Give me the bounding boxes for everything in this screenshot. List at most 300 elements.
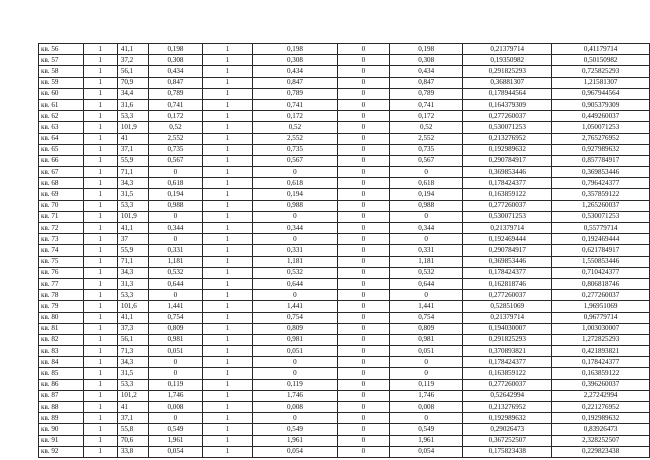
cell-col-9: 0,52851069: [463, 301, 552, 312]
cell-apartment: кв. 70: [39, 200, 84, 211]
table-row: [39, 334, 650, 345]
cell-col-8: 0: [390, 413, 463, 424]
cell-apartment: кв. 73: [39, 234, 84, 245]
cell-col-8: 0,008: [390, 402, 463, 413]
cell-col-5: 1: [202, 66, 253, 77]
cell-col-6: 0,054: [253, 446, 337, 457]
cell-col-7: 0: [337, 379, 389, 390]
table-row: [39, 189, 650, 200]
cell-col-7: 0: [337, 413, 389, 424]
cell-col-5: 1: [202, 424, 253, 435]
cell-area: 71,1: [117, 256, 149, 267]
cell-col-6: 1,961: [253, 435, 337, 446]
cell-col-2: 1: [83, 357, 117, 368]
table-row: [39, 178, 650, 189]
cell-col-6: 1,181: [253, 256, 337, 267]
table-row: [39, 312, 650, 323]
cell-total: 0,41179714: [552, 44, 650, 55]
cell-col-4: 0,754: [149, 312, 202, 323]
cell-col-4: 0,198: [149, 44, 202, 55]
cell-apartment: кв. 72: [39, 223, 84, 234]
cell-col-2: 1: [83, 435, 117, 446]
cell-col-8: 0,735: [390, 144, 463, 155]
cell-col-5: 1: [202, 323, 253, 334]
cell-col-5: 1: [202, 99, 253, 110]
cell-col-6: 0: [253, 211, 337, 222]
cell-total: 1,265260037: [552, 200, 650, 211]
cell-col-6: 0,847: [253, 77, 337, 88]
cell-col-9: 0,530071253: [463, 122, 552, 133]
cell-col-9: 0,192469444: [463, 234, 552, 245]
cell-col-2: 1: [83, 301, 117, 312]
cell-col-9: 0,178424377: [463, 178, 552, 189]
cell-apartment: кв. 63: [39, 122, 84, 133]
cell-area: 37,1: [117, 413, 149, 424]
table-row: [39, 435, 650, 446]
cell-col-6: 0: [253, 368, 337, 379]
table-row: [39, 267, 650, 278]
cell-col-9: 0,163859122: [463, 189, 552, 200]
cell-col-8: 0,981: [390, 334, 463, 345]
cell-col-7: 0: [337, 77, 389, 88]
cell-col-5: 1: [202, 189, 253, 200]
cell-col-9: 0,192989632: [463, 144, 552, 155]
cell-col-8: 0,054: [390, 446, 463, 457]
cell-area: 34,3: [117, 357, 149, 368]
cell-apartment: кв. 85: [39, 368, 84, 379]
cell-col-2: 1: [83, 368, 117, 379]
cell-col-4: 0,809: [149, 323, 202, 334]
table-row: [39, 200, 650, 211]
cell-col-8: 0,434: [390, 66, 463, 77]
cell-col-8: 0,809: [390, 323, 463, 334]
cell-col-7: 0: [337, 111, 389, 122]
cell-apartment: кв. 86: [39, 379, 84, 390]
cell-area: 41,1: [117, 44, 149, 55]
cell-area: 31,5: [117, 189, 149, 200]
cell-col-8: 0,194: [390, 189, 463, 200]
cell-col-9: 0,277260037: [463, 111, 552, 122]
cell-col-7: 0: [337, 368, 389, 379]
cell-area: 56,1: [117, 66, 149, 77]
cell-col-4: 0,988: [149, 200, 202, 211]
cell-col-8: 0,754: [390, 312, 463, 323]
table-row: [39, 155, 650, 166]
cell-col-4: 0,741: [149, 99, 202, 110]
cell-total: 0,530071253: [552, 211, 650, 222]
table-row: [39, 211, 650, 222]
cell-col-9: 0,29026473: [463, 424, 552, 435]
cell-col-9: 0,370893821: [463, 346, 552, 357]
cell-col-5: 1: [202, 245, 253, 256]
cell-col-9: 0,163859122: [463, 368, 552, 379]
cell-area: 33,8: [117, 446, 149, 457]
cell-col-2: 1: [83, 446, 117, 457]
table-row: [39, 111, 650, 122]
table-row: [39, 424, 650, 435]
cell-col-6: 0,754: [253, 312, 337, 323]
cell-area: 31,5: [117, 368, 149, 379]
cell-col-5: 1: [202, 211, 253, 222]
cell-col-7: 0: [337, 435, 389, 446]
cell-area: 101,2: [117, 390, 149, 401]
cell-col-2: 1: [83, 346, 117, 357]
cell-total: 0,96779714: [552, 312, 650, 323]
cell-apartment: кв. 71: [39, 211, 84, 222]
cell-total: 0,905379309: [552, 99, 650, 110]
cell-col-6: 0,051: [253, 346, 337, 357]
cell-col-2: 1: [83, 223, 117, 234]
cell-col-9: 0,192989632: [463, 413, 552, 424]
cell-apartment: кв. 80: [39, 312, 84, 323]
cell-total: 0,967944564: [552, 88, 650, 99]
cell-col-5: 1: [202, 390, 253, 401]
cell-col-4: 0,008: [149, 402, 202, 413]
cell-apartment: кв. 68: [39, 178, 84, 189]
cell-col-7: 0: [337, 55, 389, 66]
cell-col-6: 0,198: [253, 44, 337, 55]
cell-col-8: 0,308: [390, 55, 463, 66]
cell-col-2: 1: [83, 133, 117, 144]
cell-col-6: 0,172: [253, 111, 337, 122]
cell-col-5: 1: [202, 223, 253, 234]
cell-col-4: 0,847: [149, 77, 202, 88]
cell-col-9: 0,52642994: [463, 390, 552, 401]
cell-col-2: 1: [83, 178, 117, 189]
cell-area: 55,8: [117, 424, 149, 435]
cell-col-5: 1: [202, 111, 253, 122]
cell-col-7: 0: [337, 357, 389, 368]
cell-total: 2,27242994: [552, 390, 650, 401]
cell-area: 55,9: [117, 245, 149, 256]
cell-area: 41: [117, 133, 149, 144]
table-row: [39, 234, 650, 245]
cell-col-9: 0,369853446: [463, 167, 552, 178]
cell-area: 101,9: [117, 122, 149, 133]
cell-col-7: 0: [337, 290, 389, 301]
cell-area: 37,3: [117, 323, 149, 334]
cell-apartment: кв. 65: [39, 144, 84, 155]
cell-apartment: кв. 69: [39, 189, 84, 200]
cell-col-2: 1: [83, 390, 117, 401]
cell-col-5: 1: [202, 55, 253, 66]
table-row: [39, 133, 650, 144]
cell-area: 31,6: [117, 99, 149, 110]
cell-area: 34,3: [117, 267, 149, 278]
cell-col-4: 1,961: [149, 435, 202, 446]
cell-area: 31,3: [117, 278, 149, 289]
cell-total: 0,221276952: [552, 402, 650, 413]
cell-apartment: кв. 78: [39, 290, 84, 301]
cell-apartment: кв. 82: [39, 334, 84, 345]
cell-total: 0,192469444: [552, 234, 650, 245]
table-row: [39, 256, 650, 267]
cell-col-6: 0,434: [253, 66, 337, 77]
cell-col-8: 0: [390, 167, 463, 178]
cell-total: 0,50150982: [552, 55, 650, 66]
cell-area: 101,6: [117, 301, 149, 312]
cell-col-7: 0: [337, 256, 389, 267]
cell-col-5: 1: [202, 413, 253, 424]
cell-total: 0,229823438: [552, 446, 650, 457]
table-row: [39, 55, 650, 66]
cell-area: 53,3: [117, 200, 149, 211]
cell-col-8: 0,988: [390, 200, 463, 211]
cell-area: 70,6: [117, 435, 149, 446]
cell-total: 0,163859122: [552, 368, 650, 379]
cell-col-4: 0,172: [149, 111, 202, 122]
cell-apartment: кв. 62: [39, 111, 84, 122]
cell-col-4: 0: [149, 413, 202, 424]
cell-col-2: 1: [83, 424, 117, 435]
cell-col-4: 1,181: [149, 256, 202, 267]
cell-col-7: 0: [337, 267, 389, 278]
cell-apartment: кв. 89: [39, 413, 84, 424]
cell-apartment: кв. 67: [39, 167, 84, 178]
cell-col-7: 0: [337, 211, 389, 222]
cell-col-4: 0: [149, 368, 202, 379]
cell-col-4: 0,789: [149, 88, 202, 99]
apartment-data-table: [38, 43, 650, 458]
cell-col-9: 0,367252507: [463, 435, 552, 446]
cell-col-8: 0: [390, 234, 463, 245]
cell-col-8: 0: [390, 368, 463, 379]
cell-col-7: 0: [337, 312, 389, 323]
cell-col-5: 1: [202, 267, 253, 278]
cell-col-9: 0,178424377: [463, 267, 552, 278]
cell-col-4: 0: [149, 357, 202, 368]
cell-col-7: 0: [337, 167, 389, 178]
cell-area: 37,2: [117, 55, 149, 66]
table-row: [39, 223, 650, 234]
table-row: [39, 323, 650, 334]
cell-col-8: 0,52: [390, 122, 463, 133]
cell-total: 0,192989632: [552, 413, 650, 424]
cell-col-2: 1: [83, 211, 117, 222]
cell-col-4: 0,331: [149, 245, 202, 256]
table-row: [39, 402, 650, 413]
cell-col-8: 0: [390, 357, 463, 368]
cell-col-7: 0: [337, 189, 389, 200]
cell-col-2: 1: [83, 66, 117, 77]
cell-apartment: кв. 59: [39, 77, 84, 88]
cell-col-8: 0,532: [390, 267, 463, 278]
cell-area: 37,1: [117, 144, 149, 155]
cell-apartment: кв. 76: [39, 267, 84, 278]
cell-col-5: 1: [202, 446, 253, 457]
cell-col-2: 1: [83, 189, 117, 200]
cell-col-6: 0,789: [253, 88, 337, 99]
cell-col-6: 0,618: [253, 178, 337, 189]
cell-col-5: 1: [202, 200, 253, 211]
cell-col-8: 0,644: [390, 278, 463, 289]
cell-col-5: 1: [202, 402, 253, 413]
cell-col-4: 0,054: [149, 446, 202, 457]
table-row: [39, 44, 650, 55]
cell-col-7: 0: [337, 234, 389, 245]
cell-col-4: 0: [149, 167, 202, 178]
cell-total: 0,806818746: [552, 278, 650, 289]
cell-col-4: 1,441: [149, 301, 202, 312]
cell-area: 37: [117, 234, 149, 245]
cell-col-7: 0: [337, 66, 389, 77]
cell-apartment: кв. 88: [39, 402, 84, 413]
cell-total: 0,83926473: [552, 424, 650, 435]
cell-col-4: 0,618: [149, 178, 202, 189]
cell-col-2: 1: [83, 122, 117, 133]
cell-col-6: 0: [253, 413, 337, 424]
cell-col-5: 1: [202, 334, 253, 345]
cell-col-4: 0,051: [149, 346, 202, 357]
cell-col-8: 1,441: [390, 301, 463, 312]
cell-col-8: 1,961: [390, 435, 463, 446]
cell-col-2: 1: [83, 144, 117, 155]
cell-col-2: 1: [83, 278, 117, 289]
cell-area: 34,3: [117, 178, 149, 189]
cell-total: 0,277260037: [552, 290, 650, 301]
cell-col-7: 0: [337, 133, 389, 144]
cell-total: 0,178424377: [552, 357, 650, 368]
cell-col-7: 0: [337, 390, 389, 401]
cell-col-4: 0,735: [149, 144, 202, 155]
cell-apartment: кв. 64: [39, 133, 84, 144]
cell-col-6: 0,331: [253, 245, 337, 256]
cell-col-7: 0: [337, 223, 389, 234]
cell-col-5: 1: [202, 77, 253, 88]
cell-col-9: 0,175823438: [463, 446, 552, 457]
cell-col-5: 1: [202, 368, 253, 379]
cell-total: 0,369853446: [552, 167, 650, 178]
cell-col-6: 2,552: [253, 133, 337, 144]
cell-col-6: 0,344: [253, 223, 337, 234]
cell-col-2: 1: [83, 44, 117, 55]
cell-area: 41: [117, 402, 149, 413]
table-row: [39, 99, 650, 110]
cell-apartment: кв. 87: [39, 390, 84, 401]
cell-area: 41,1: [117, 312, 149, 323]
cell-col-6: 0,981: [253, 334, 337, 345]
cell-col-7: 0: [337, 155, 389, 166]
cell-apartment: кв. 57: [39, 55, 84, 66]
cell-col-4: 0,308: [149, 55, 202, 66]
cell-col-7: 0: [337, 245, 389, 256]
cell-area: 71,1: [117, 167, 149, 178]
cell-col-6: 0: [253, 167, 337, 178]
cell-col-2: 1: [83, 55, 117, 66]
cell-col-2: 1: [83, 167, 117, 178]
cell-area: 56,1: [117, 334, 149, 345]
cell-total: 1,050071253: [552, 122, 650, 133]
cell-col-9: 0,277260037: [463, 290, 552, 301]
cell-apartment: кв. 91: [39, 435, 84, 446]
table-row: [39, 66, 650, 77]
cell-col-8: 0: [390, 290, 463, 301]
cell-total: 0,396260037: [552, 379, 650, 390]
cell-col-9: 0,291825293: [463, 66, 552, 77]
cell-col-4: 0,549: [149, 424, 202, 435]
table-row: [39, 77, 650, 88]
cell-apartment: кв. 84: [39, 357, 84, 368]
cell-col-2: 1: [83, 245, 117, 256]
cell-col-5: 1: [202, 122, 253, 133]
cell-area: 71,3: [117, 346, 149, 357]
cell-col-9: 0,178944564: [463, 88, 552, 99]
cell-apartment: кв. 66: [39, 155, 84, 166]
cell-total: 0,421893821: [552, 346, 650, 357]
cell-col-5: 1: [202, 290, 253, 301]
cell-apartment: кв. 77: [39, 278, 84, 289]
cell-col-6: 0,741: [253, 99, 337, 110]
cell-col-5: 1: [202, 312, 253, 323]
cell-col-2: 1: [83, 234, 117, 245]
cell-col-7: 0: [337, 99, 389, 110]
table-row: [39, 446, 650, 457]
cell-col-9: 0,290784917: [463, 155, 552, 166]
cell-total: 1,21581307: [552, 77, 650, 88]
cell-col-6: 0,549: [253, 424, 337, 435]
cell-col-9: 0,162818746: [463, 278, 552, 289]
cell-col-5: 1: [202, 435, 253, 446]
cell-col-7: 0: [337, 323, 389, 334]
table-row: [39, 379, 650, 390]
cell-apartment: кв. 56: [39, 44, 84, 55]
cell-col-6: 0,308: [253, 55, 337, 66]
cell-area: 34,4: [117, 88, 149, 99]
cell-area: 70,9: [117, 77, 149, 88]
cell-col-9: 0,178424377: [463, 357, 552, 368]
cell-col-7: 0: [337, 44, 389, 55]
cell-total: 0,55779714: [552, 223, 650, 234]
cell-col-8: 0,741: [390, 99, 463, 110]
table-row: [39, 368, 650, 379]
cell-col-2: 1: [83, 402, 117, 413]
cell-col-5: 1: [202, 144, 253, 155]
cell-col-8: 0,331: [390, 245, 463, 256]
cell-col-2: 1: [83, 99, 117, 110]
cell-col-8: 1,181: [390, 256, 463, 267]
cell-col-9: 0,19350982: [463, 55, 552, 66]
cell-col-2: 1: [83, 334, 117, 345]
cell-col-2: 1: [83, 267, 117, 278]
cell-col-2: 1: [83, 88, 117, 99]
cell-area: 55,9: [117, 155, 149, 166]
cell-col-8: 0,847: [390, 77, 463, 88]
cell-col-8: 0,198: [390, 44, 463, 55]
cell-col-8: 2,552: [390, 133, 463, 144]
cell-apartment: кв. 92: [39, 446, 84, 457]
cell-col-7: 0: [337, 346, 389, 357]
cell-apartment: кв. 81: [39, 323, 84, 334]
cell-col-5: 1: [202, 167, 253, 178]
cell-col-5: 1: [202, 379, 253, 390]
table-row: [39, 122, 650, 133]
cell-total: 1,550853446: [552, 256, 650, 267]
cell-col-2: 1: [83, 379, 117, 390]
cell-col-4: 0,434: [149, 66, 202, 77]
cell-col-6: 0: [253, 290, 337, 301]
cell-col-5: 1: [202, 88, 253, 99]
cell-col-5: 1: [202, 155, 253, 166]
cell-col-8: 0: [390, 211, 463, 222]
table-row: [39, 245, 650, 256]
cell-col-9: 0,213276952: [463, 402, 552, 413]
table-row: [39, 290, 650, 301]
cell-col-4: 0,119: [149, 379, 202, 390]
cell-col-2: 1: [83, 323, 117, 334]
cell-area: 101,9: [117, 211, 149, 222]
cell-col-8: 0,119: [390, 379, 463, 390]
cell-col-6: 0,52: [253, 122, 337, 133]
